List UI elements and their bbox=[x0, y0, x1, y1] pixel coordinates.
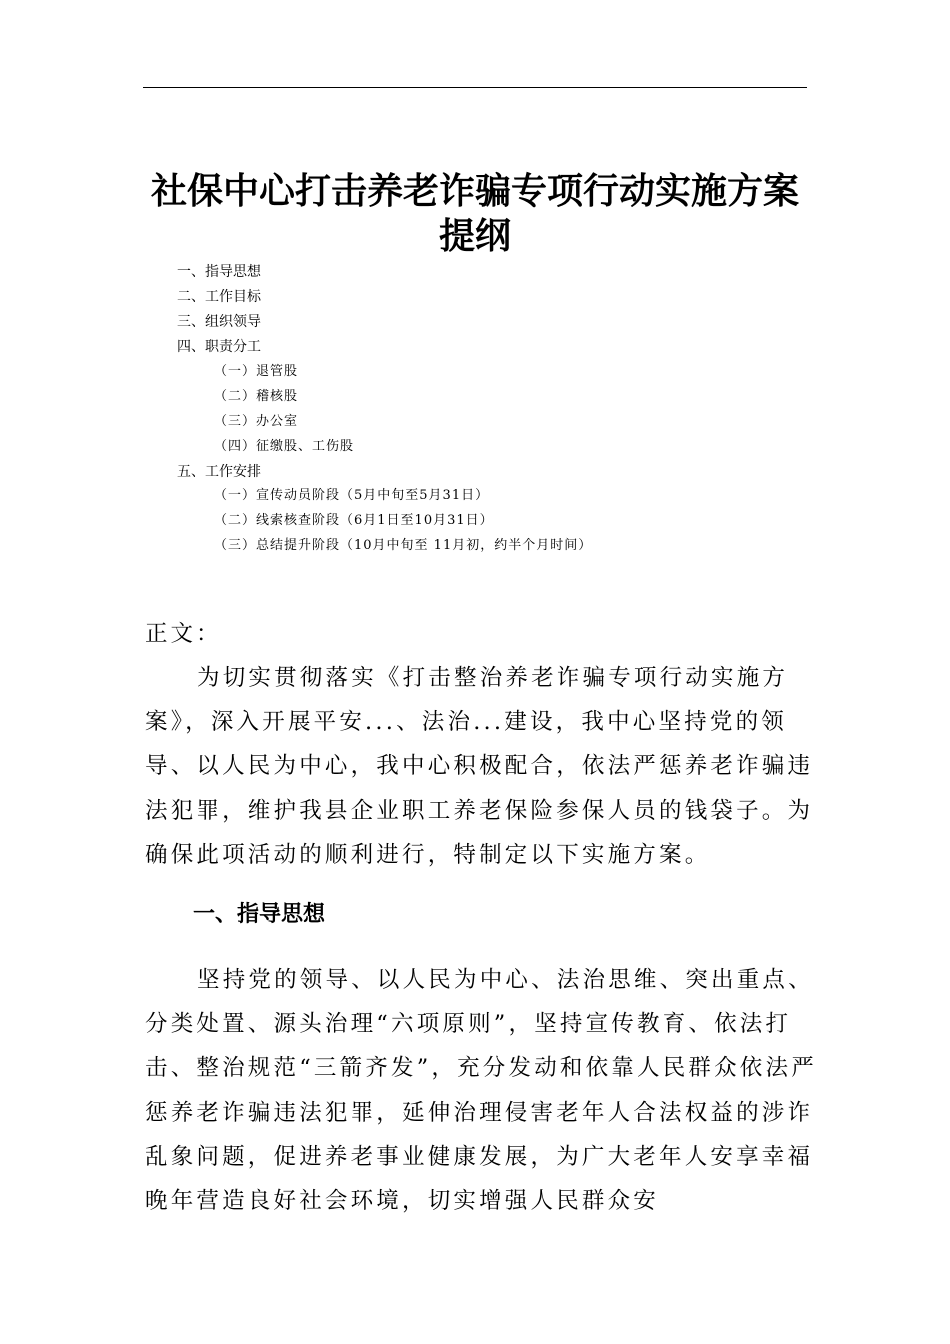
outline-item: 二、工作目标 bbox=[177, 289, 261, 305]
outline-subitem: （一）宣传动员阶段（5月中旬至5月31日） bbox=[214, 488, 490, 503]
document-title-line-2: 提纲 bbox=[438, 216, 511, 257]
outline-subitem: （三）办公室 bbox=[214, 414, 299, 429]
outline-item: 三、组织领导 bbox=[177, 314, 261, 330]
section-heading-guiding-ideology: 一、指导思想 bbox=[193, 902, 326, 927]
outline-subitem: （二）稽核股 bbox=[214, 389, 299, 404]
outline-item: 四、职责分工 bbox=[177, 339, 261, 355]
body-label: 正文： bbox=[145, 621, 222, 647]
outline-subitem: （三）总结提升阶段（10月中旬至 11月初，约半个月时间） bbox=[214, 538, 593, 553]
outline-subitem: （二）线索核查阶段（6月1日至10月31日） bbox=[214, 513, 494, 528]
outline-item: 一、指导思想 bbox=[177, 264, 261, 280]
intro-paragraph: 为切实贯彻落实《打击整治养老诈骗专项行动实施方案》，深入开展平安...、法治...建设，我中心坚持党的领导、以人民为中心，我中心积极配合，依法严惩养老诈骗违法犯罪，维护我县企业职工养老保险参保人员的钱袋子。为确保此项活动的顺利进行，特制定以下实施方案。 bbox=[145, 665, 814, 868]
header-rule bbox=[143, 87, 807, 88]
document-title-line-1: 社保中心打击养老诈骗专项行动实施方案 bbox=[150, 171, 799, 212]
outline-item: 五、工作安排 bbox=[177, 464, 261, 480]
outline-subitem: （四）征缴股、工伤股 bbox=[214, 439, 355, 454]
outline-subitem: （一）退管股 bbox=[214, 364, 299, 379]
section-paragraph: 坚持党的领导、以人民为中心、法治思维、突出重点、分类处置、源头治理“六项原则”，坚持宣传教育、依法打击、整治规范“三箭齐发”，充分发动和依靠人民群众依法严惩养老诈骗违法犯罪，延伸治理侵害老年人合法权益的涉诈乱象问题，促进养老事业健康发展，为广大老年人安享幸福晚年营造良好社会环境，切实增强人民群众安 bbox=[145, 967, 817, 1215]
